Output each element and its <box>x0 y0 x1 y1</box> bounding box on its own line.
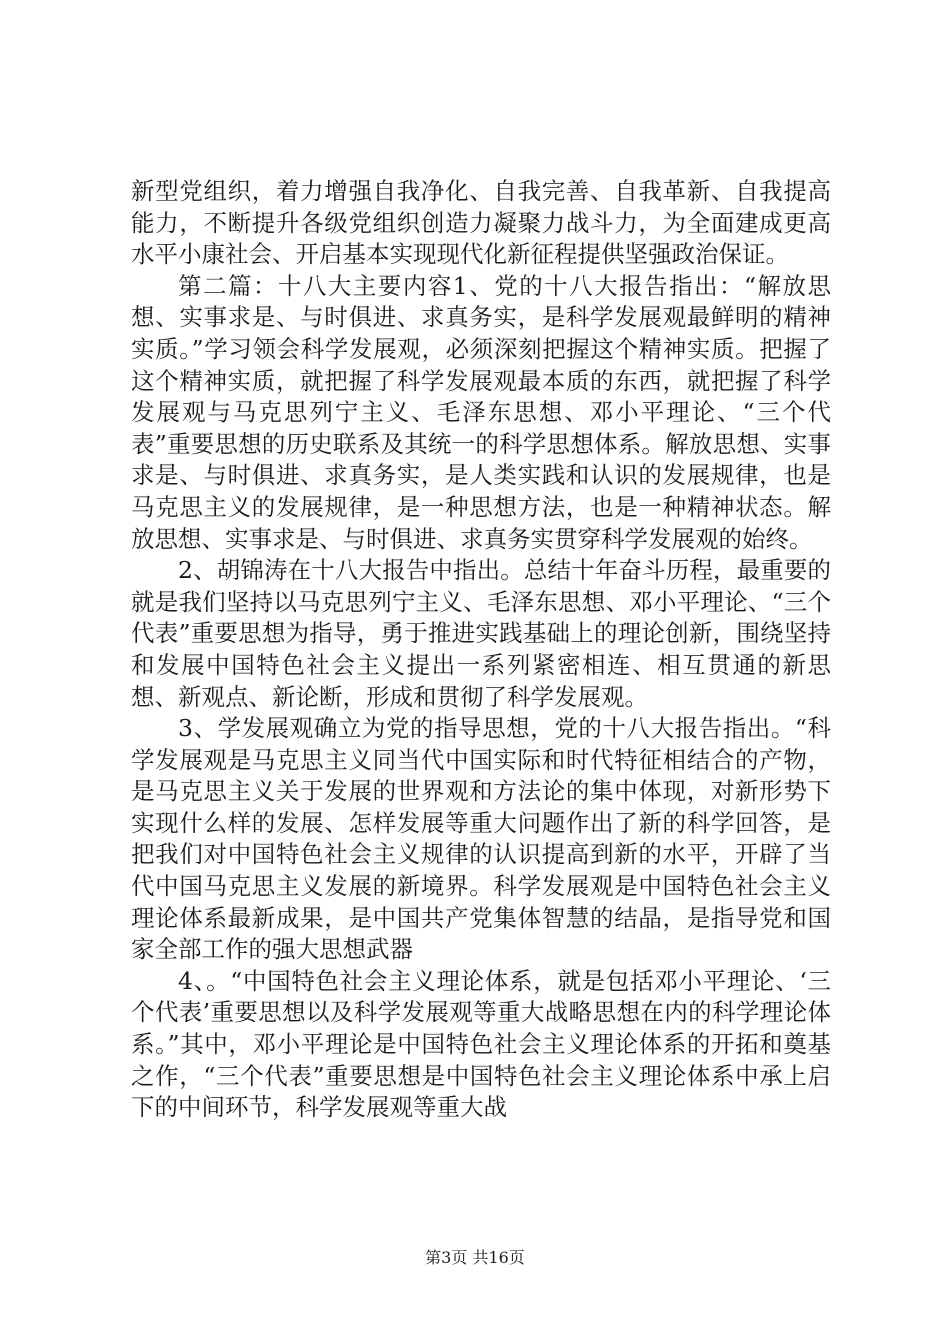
paragraph-4: 3、学发展观确立为党的指导思想，党的十八大报告指出。“科学发展观是马克思主义同当代中国实际和时代特征相结合的产物，是马克思主义关于发展的世界观和方法论的集中体现，对新形势下实现什么样的发展、怎样发展等重大问题作出了新的科学回答，是把我们对中国特色社会主义规律的认识提高到新的水平，开辟了当代中国马克思主义发展的新境界。科学发展观是中国特色社会主义理论体系最新成果，是中国共产党集体智慧的结晶，是指导党和国家全部工作的强大思想武器 <box>131 714 831 964</box>
body-text <box>131 176 831 1124</box>
paragraph-5: 4、。“中国特色社会主义理论体系，就是包括邓小平理论、‘三个代表’重要思想以及科学发展观等重大战略思想在内的科学理论体系。”其中，邓小平理论是中国特色社会主义理论体系的开拓和奠基之作，“三个代表”重要思想是中国特色社会主义理论体系中承上启下的中间环节，科学发展观等重大战 <box>131 966 831 1122</box>
paragraph-2: 第二篇：十八大主要内容1、党的十八大报告指出：“解放思想、实事求是、与时俱进、求真务实，是科学发展观最鲜明的精神实质。”学习领会科学发展观，必须深刻把握这个精神实质。把握了这个精神实质，就把握了科学发展观最本质的东西，就把握了科学发展观与马克思列宁主义、毛泽东思想、邓小平理论、“三个代表”重要思想的历史联系及其统一的科学思想体系。解放思想、实事求是、与时俱进、求真务实，是人类实践和认识的发展规律，也是马克思主义的发展规律，是一种思想方法，也是一种精神状态。解放思想、实事求是、与时俱进、求真务实贯穿科学发展观的始终。 <box>131 271 831 553</box>
page-number-footer: 第3页 共16页 <box>425 1248 525 1267</box>
paragraph-3: 2、胡锦涛在十八大报告中指出。总结十年奋斗历程，最重要的就是我们坚持以马克思列宁主义、毛泽东思想、邓小平理论、“三个代表”重要思想为指导，勇于推进实践基础上的理论创新，围绕坚持和发展中国特色社会主义提出一系列紧密相连、相互贯通的新思想、新观点、新论断，形成和贯彻了科学发展观。 <box>131 556 831 711</box>
paragraph-1: 新型党组织，着力增强自我净化、自我完善、自我革新、自我提高能力，不断提升各级党组织创造力凝聚力战斗力，为全面建成更高水平小康社会、开启基本实现现代化新征程提供坚强政治保证。 <box>131 177 831 269</box>
